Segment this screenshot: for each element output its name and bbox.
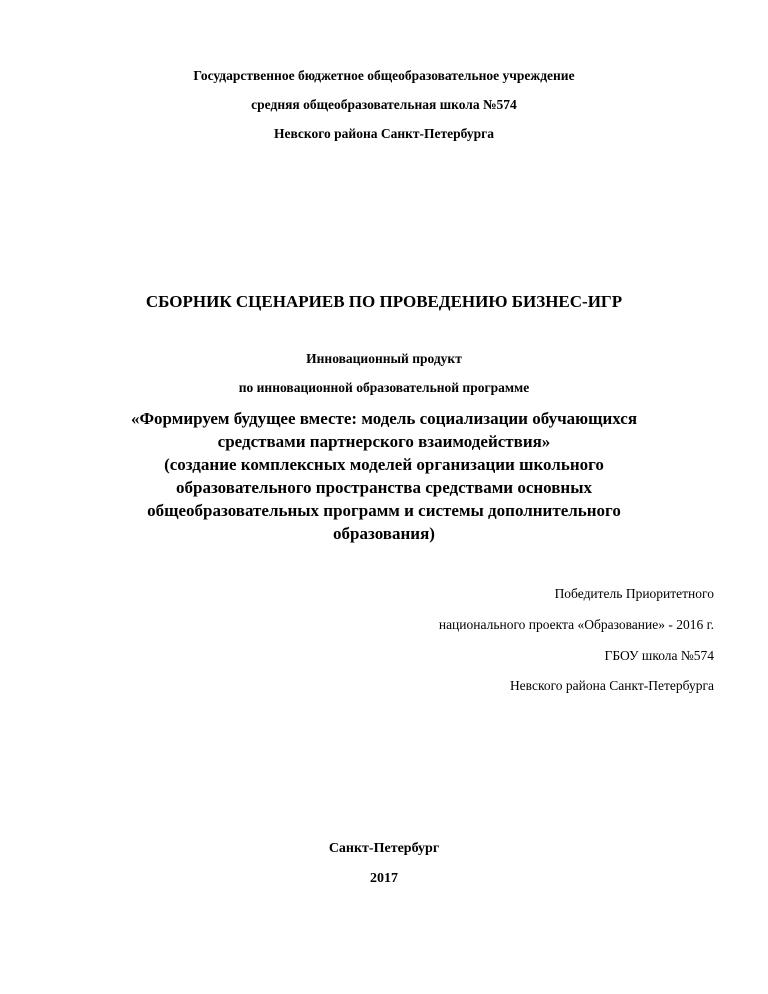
footer-year: 2017 [370, 871, 398, 886]
program-line-1: «Формируем будущее вместе: модель социализации обучающихся [130, 409, 638, 428]
document-title: СБОРНИК СЦЕНАРИЕВ ПО ПРОВЕДЕНИЮ БИЗНЕС-ИГР [145, 292, 623, 311]
subtitle-line-1: Инновационный продукт [306, 351, 462, 366]
program-line-3: (создание комплексных моделей организации школьного [164, 455, 604, 474]
program-line-2: средствами партнерского взаимодействия» [217, 432, 551, 451]
award-line-4: Невского района Санкт-Петербурга [509, 678, 714, 693]
program-line-4: образовательного пространства средствами основных [176, 478, 592, 497]
award-line-3: ГБОУ школа №574 [604, 648, 714, 663]
subtitle-line-2: по инновационной образовательной программе [238, 380, 530, 395]
program-line-6: образования) [333, 524, 435, 543]
award-line-2: национального проекта «Образование» - 2016 г. [438, 617, 714, 632]
program-line-5: общеобразовательных программ и системы дополнительного [147, 501, 621, 520]
header-line-2: средняя общеобразовательная школа №574 [251, 97, 517, 112]
header-line-1: Государственное бюджетное общеобразовательное учреждение [193, 68, 575, 83]
award-line-1: Победитель Приоритетного [554, 586, 714, 601]
footer-city: Санкт-Петербург [328, 841, 440, 856]
header-line-3: Невского района Санкт-Петербурга [273, 126, 495, 141]
